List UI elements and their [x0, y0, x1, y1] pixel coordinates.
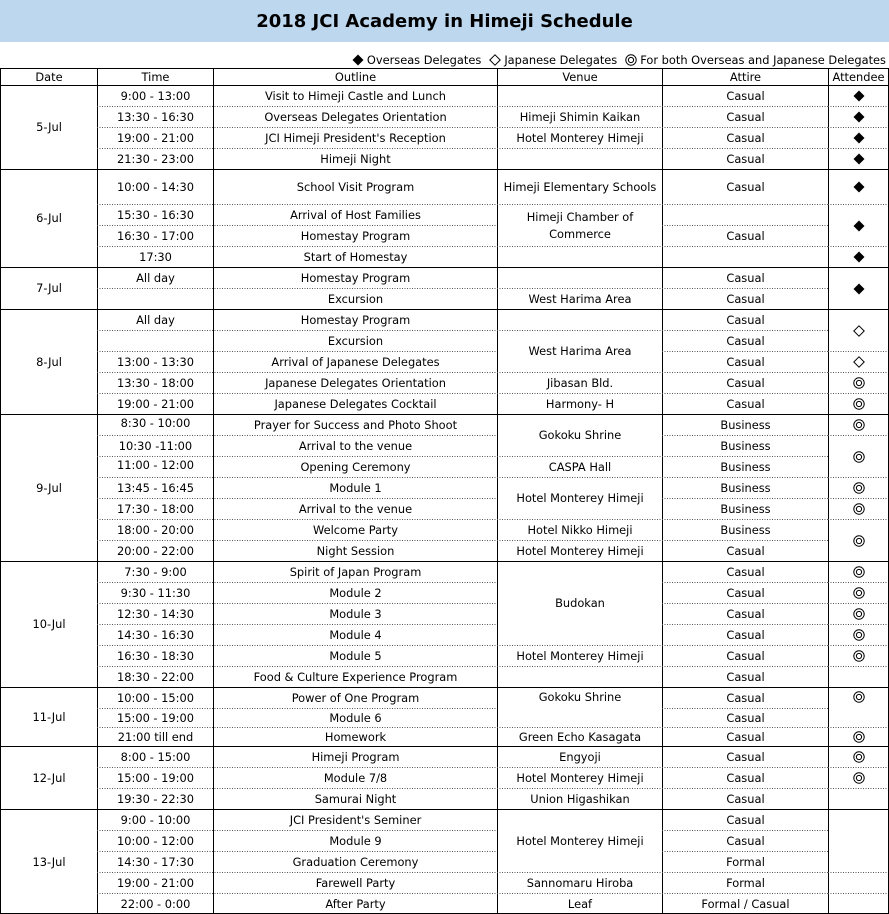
header-attendee: Attendee: [832, 69, 885, 84]
attire-cell: Casual: [726, 396, 765, 411]
time-cell: 21:00 till end: [117, 729, 194, 744]
attire-cell: Casual: [726, 333, 765, 348]
time-cell: 21:30 - 23:00: [116, 151, 194, 166]
time-cell: 10:00 - 15:00: [116, 690, 194, 705]
time-cell: 14:30 - 16:30: [116, 627, 194, 642]
outline-cell: Japanese Delegates Orientation: [265, 375, 446, 390]
filled-diamond-icon: [829, 268, 888, 309]
open-diamond-icon: [829, 310, 888, 351]
date-cell: 6-Jul: [36, 211, 62, 225]
time-cell: 13:30 - 16:30: [116, 109, 194, 124]
venue-cell: Hotel Monterey Himeji: [516, 130, 644, 145]
venue-cell: West Harima Area: [528, 291, 632, 306]
outline-cell: School Visit Program: [296, 179, 415, 194]
outline-cell: Welcome Party: [313, 522, 398, 537]
venue-cell: Leaf: [567, 896, 593, 911]
attire-cell: Business: [720, 480, 771, 495]
venue-cell: [498, 310, 662, 330]
filled-diamond-icon: [829, 107, 888, 127]
time-cell: 8:30 - 10:00: [120, 416, 191, 430]
attire-cell: Casual: [726, 690, 765, 705]
header-date: Date: [35, 69, 63, 84]
venue-cell: Union Higashikan: [530, 791, 630, 806]
time-cell: 18:30 - 22:00: [116, 669, 194, 684]
time-cell: 19:30 - 22:30: [116, 791, 194, 806]
attire-cell: Formal / Casual: [701, 896, 790, 911]
time-cell: 22:00 - 0:00: [120, 896, 191, 911]
attire-cell: Casual: [726, 564, 765, 579]
time-cell: 13:00 - 13:30: [116, 354, 194, 369]
filled-diamond-icon: [829, 170, 888, 204]
time-cell: [98, 331, 213, 351]
time-cell: [98, 289, 213, 309]
venue-cell: Gokoku Shrine: [538, 689, 622, 704]
double-circle-icon: [829, 562, 888, 582]
attire-cell: Casual: [726, 833, 765, 848]
outline-cell: Start of Homestay: [303, 249, 408, 264]
attire-cell: Casual: [726, 812, 765, 827]
time-cell: 10:00 - 14:30: [116, 179, 194, 194]
outline-cell: JCI President's Seminer: [289, 812, 422, 827]
attire-cell: Business: [720, 438, 771, 453]
outline-cell: Food & Culture Experience Program: [253, 669, 458, 684]
open-diamond-icon: [829, 352, 888, 372]
double-circle-icon: [829, 646, 888, 666]
venue-cell: Jibasan Bld.: [546, 375, 614, 390]
outline-cell: Arrival to the venue: [298, 438, 413, 453]
outline-cell: Japanese Delegates Cocktail: [274, 396, 437, 411]
outline-cell: Module 9: [329, 833, 382, 848]
attire-cell: Casual: [726, 151, 765, 166]
page-title: 2018 JCI Academy in Himeji Schedule: [0, 0, 889, 42]
time-cell: 12:30 - 14:30: [116, 606, 194, 621]
time-cell: 20:00 - 22:00: [116, 543, 194, 558]
outline-cell: Prayer for Success and Photo Shoot: [253, 417, 458, 432]
venue-cell: Hotel Monterey Himeji: [516, 543, 644, 558]
outline-cell: Homework: [324, 729, 387, 744]
attire-cell: Casual: [726, 375, 765, 390]
attire-cell: Casual: [726, 710, 765, 725]
venue-cell: Himeji Elementary Schools: [503, 179, 657, 194]
outline-cell: Opening Ceremony: [300, 459, 411, 474]
time-cell: 15:00 - 19:00: [116, 770, 194, 785]
attire-cell: Casual: [726, 270, 765, 285]
time-cell: 8:00 - 15:00: [120, 749, 191, 764]
venue-cell: Engyoji: [559, 749, 601, 764]
venue-cell: Hotel Monterey Himeji: [516, 770, 644, 785]
attire-cell: Casual: [726, 749, 765, 764]
venue-cell: Himeji Chamber of Commerce: [526, 209, 634, 241]
double-circle-icon: [829, 373, 888, 393]
venue-cell: Hotel Monterey Himeji: [516, 648, 644, 663]
venue-cell: Hotel Monterey Himeji: [516, 491, 644, 505]
time-cell: 9:00 - 10:00: [120, 812, 191, 827]
outline-cell: Arrival to the venue: [298, 501, 413, 516]
filled-diamond-icon: [829, 247, 888, 267]
header-attire: Attire: [729, 69, 762, 84]
outline-cell: After Party: [325, 896, 386, 911]
outline-cell: Homestay Program: [300, 270, 411, 285]
time-cell: 13:30 - 18:00: [116, 375, 194, 390]
outline-cell: Himeji Program: [311, 749, 400, 764]
outline-cell: Power of One Program: [291, 690, 420, 705]
double-circle-icon: [829, 625, 888, 645]
time-cell: 18:00 - 20:00: [116, 522, 194, 537]
attire-cell: Casual: [726, 669, 765, 684]
venue-cell: Budokan: [555, 596, 605, 610]
attire-cell: Business: [720, 501, 771, 516]
venue-cell: West Harima Area: [528, 344, 632, 358]
filled-diamond-icon: [829, 128, 888, 148]
outline-cell: Module 4: [329, 627, 382, 642]
attire-cell: Casual: [726, 109, 765, 124]
double-circle-icon: [829, 415, 888, 435]
attire-cell: Casual: [726, 770, 765, 785]
attire-cell: Casual: [726, 585, 765, 600]
time-cell: 10:00 - 12:00: [116, 833, 194, 848]
date-cell: 10-Jul: [32, 617, 66, 631]
outline-cell: Himeji Night: [320, 151, 391, 166]
time-cell: All day: [136, 312, 175, 327]
time-cell: All day: [136, 270, 175, 285]
attire-cell: Casual: [726, 312, 765, 327]
outline-cell: Excursion: [327, 333, 384, 348]
attire-cell: Business: [720, 522, 771, 537]
outline-cell: Night Session: [316, 543, 395, 558]
time-cell: 17:30: [139, 249, 172, 264]
double-circle-icon: [829, 394, 888, 414]
double-circle-icon: [829, 478, 888, 498]
attire-cell: Casual: [726, 179, 765, 194]
outline-cell: Spirit of Japan Program: [289, 564, 422, 579]
outline-cell: Module 3: [329, 606, 382, 621]
attire-cell: Casual: [726, 88, 765, 103]
outline-cell: JCI Himeji President's Reception: [265, 130, 446, 145]
attire-cell: Casual: [726, 228, 765, 243]
attire-cell: Casual: [726, 606, 765, 621]
date-cell: 7-Jul: [36, 281, 62, 295]
date-cell: 12-Jul: [32, 770, 66, 785]
attire-cell: Casual: [726, 791, 765, 806]
legend-label-overseas: Overseas Delegates: [366, 53, 482, 67]
time-cell: 14:30 - 17:30: [116, 854, 194, 869]
attire-cell: Business: [720, 417, 771, 432]
attire-cell: Formal: [726, 854, 765, 869]
outline-cell: Module 6: [329, 710, 382, 725]
attire-cell: [663, 205, 828, 225]
venue-cell: Hotel Monterey Himeji: [516, 833, 644, 848]
double-circle-icon: [829, 583, 888, 603]
filled-diamond-icon: [829, 149, 888, 169]
outline-cell: Module 7/8: [323, 770, 388, 785]
outline-cell: Overseas Delegates Orientation: [264, 109, 447, 124]
time-cell: 19:00 - 21:00: [116, 130, 194, 145]
header-outline: Outline: [334, 69, 377, 84]
time-cell: 7:30 - 9:00: [124, 564, 187, 579]
time-cell: 9:00 - 13:00: [120, 88, 191, 103]
venue-cell: Hotel Nikko Himeji: [527, 522, 633, 537]
time-cell: 15:00 - 19:00: [116, 710, 194, 725]
time-cell: 19:00 - 21:00: [116, 875, 194, 890]
filled-diamond-icon: [829, 86, 888, 106]
outline-cell: Module 2: [329, 585, 382, 600]
venue-cell: Himeji Shimin Kaikan: [519, 109, 641, 124]
attire-cell: Casual: [726, 627, 765, 642]
date-cell: 13-Jul: [32, 854, 66, 869]
outline-cell: Arrival of Japanese Delegates: [271, 354, 440, 369]
time-cell: 15:30 - 16:30: [116, 207, 194, 222]
date-cell: 8-Jul: [36, 354, 62, 369]
time-cell: 16:30 - 17:00: [116, 228, 194, 243]
time-cell: 9:30 - 11:30: [120, 585, 191, 600]
outline-cell: Homestay Program: [300, 312, 411, 327]
attire-cell: Casual: [726, 729, 765, 744]
header-venue: Venue: [562, 69, 598, 84]
attire-cell: Formal: [726, 875, 765, 890]
time-cell: 16:30 - 18:30: [116, 648, 194, 663]
outline-cell: Samurai Night: [314, 791, 397, 806]
attire-cell: Casual: [726, 648, 765, 663]
outline-cell: Graduation Ceremony: [292, 854, 419, 869]
attire-cell: Business: [720, 459, 771, 474]
venue-cell: Gokoku Shrine: [538, 428, 622, 442]
attire-cell: Casual: [726, 354, 765, 369]
venue-cell: [498, 268, 662, 288]
outline-cell: Excursion: [327, 291, 384, 306]
time-cell: 11:00 - 12:00: [116, 458, 194, 472]
header-time: Time: [141, 69, 170, 84]
attire-cell: [663, 247, 828, 267]
venue-cell: Sannomaru Hiroba: [526, 875, 634, 890]
attire-cell: Casual: [726, 130, 765, 145]
outline-cell: Visit to Himeji Castle and Lunch: [265, 88, 446, 103]
venue-cell: CASPA Hall: [548, 459, 612, 474]
double-circle-icon: [829, 520, 888, 561]
outline-cell: Farewell Party: [315, 875, 396, 890]
legend-label-japanese: Japanese Delegates: [504, 53, 618, 67]
double-circle-icon: [829, 604, 888, 624]
double-circle-icon: [829, 747, 888, 767]
venue-cell: [498, 149, 662, 169]
filled-diamond-icon: [829, 205, 888, 246]
time-cell: 10:30 -11:00: [118, 438, 193, 453]
venue-cell: [498, 86, 662, 106]
venue-cell: Harmony- H: [545, 396, 615, 411]
venue-cell: Green Echo Kasagata: [518, 729, 642, 744]
time-cell: 17:30 - 18:00: [116, 501, 194, 516]
outline-cell: Homestay Program: [300, 228, 411, 243]
attire-cell: Casual: [726, 543, 765, 558]
date-cell: 9-Jul: [36, 480, 62, 495]
double-circle-icon: [829, 667, 888, 727]
attire-cell: Casual: [726, 291, 765, 306]
outline-cell: Arrival of Host Families: [290, 207, 421, 222]
date-cell: 11-Jul: [32, 709, 66, 724]
double-circle-icon: [829, 499, 888, 519]
double-circle-icon: [829, 436, 888, 477]
venue-cell: [498, 247, 662, 267]
double-circle-icon: [829, 768, 888, 788]
double-circle-icon: [829, 728, 888, 746]
date-cell: 5-Jul: [36, 120, 62, 134]
outline-cell: Module 5: [329, 648, 382, 663]
outline-cell: Module 1: [329, 480, 382, 495]
legend-label-both: For both Overseas and Japanese Delegates: [640, 53, 886, 67]
time-cell: 19:00 - 21:00: [116, 396, 194, 411]
time-cell: 13:45 - 16:45: [116, 480, 194, 495]
